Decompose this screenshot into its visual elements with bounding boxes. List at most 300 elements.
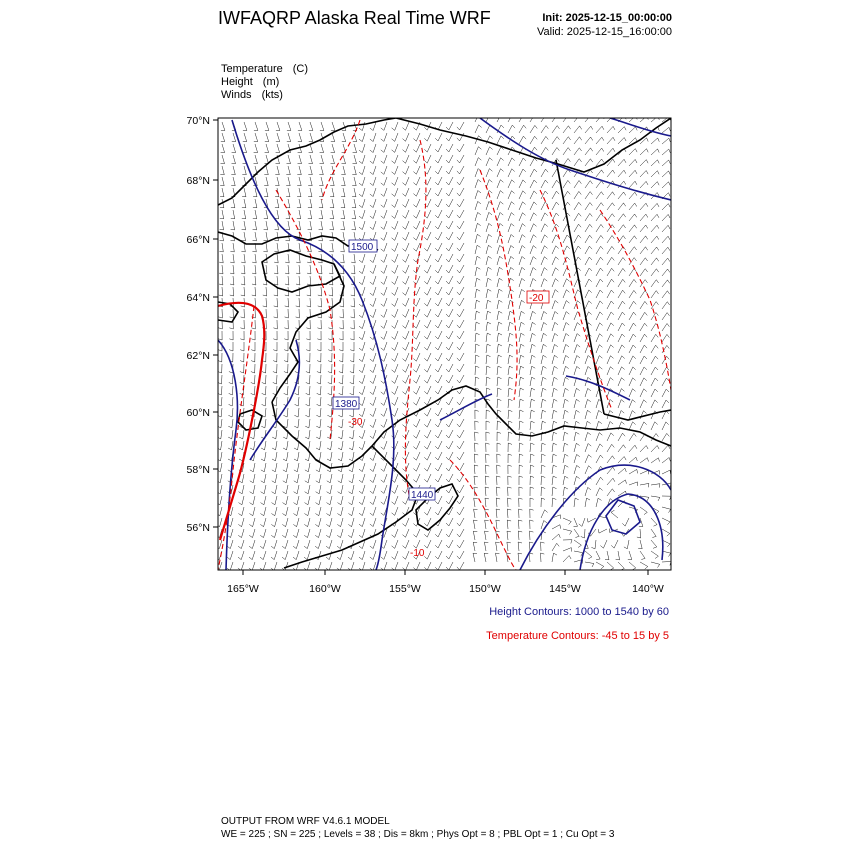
wind-barb [497, 465, 501, 474]
wind-barb [284, 386, 288, 395]
wind-barb [530, 136, 537, 144]
wind-barb [297, 199, 301, 208]
wind-barb [486, 344, 491, 353]
field-name: Winds [221, 89, 252, 101]
wind-barb [607, 290, 614, 298]
wind-barb [640, 551, 645, 560]
wind-barb [629, 279, 636, 287]
wind-barb [403, 540, 410, 548]
lat-label: 68°N [186, 175, 210, 187]
wind-barb [239, 441, 244, 450]
wind-barb [220, 221, 224, 230]
wind-barb [305, 408, 310, 417]
wind-barb [370, 276, 376, 285]
wind-barb [585, 399, 591, 408]
wind-barb [350, 375, 354, 384]
lon-label: 140°W [632, 583, 664, 595]
wind-barb [616, 551, 620, 560]
wind-barb [252, 276, 256, 285]
wind-barb [651, 540, 657, 548]
wind-barb [293, 529, 299, 538]
wind-barb [541, 454, 546, 463]
wind-barb [496, 520, 500, 529]
wind-barb [413, 463, 420, 471]
wind-barb [337, 529, 343, 538]
wind-barb [475, 245, 481, 254]
wind-barb [486, 355, 491, 364]
wind-barb [497, 191, 503, 199]
wind-barb [530, 158, 537, 166]
wind-barb [381, 177, 387, 185]
wind-barb [486, 443, 490, 452]
wind-barb [629, 323, 636, 331]
wind-barb [381, 419, 387, 427]
wind-barb [403, 518, 410, 526]
wind-barb [424, 144, 431, 152]
wind-barb [424, 309, 431, 317]
wind-barb [403, 166, 410, 174]
wind-barb [662, 378, 669, 386]
wind-barb [316, 474, 321, 483]
wind-barb [359, 408, 365, 417]
wind-barb [486, 223, 492, 232]
wind-barb [496, 553, 500, 562]
wind-barb [218, 353, 222, 362]
wind-barb [219, 287, 223, 296]
wind-barb [475, 201, 481, 210]
wind-barb [486, 212, 492, 221]
wind-barb [298, 133, 302, 142]
wind-barb [581, 529, 585, 538]
wind-barb [552, 377, 558, 386]
wind-barb [446, 452, 453, 460]
wind-barb [403, 265, 410, 273]
wind-barb [446, 540, 453, 548]
model-info-line2: WE = 225 ; SN = 225 ; Levels = 38 ; Dis = 8km ; Phys Opt = 8 ; PBL Opt = 1 ; Cu Opt = 3 [221, 829, 615, 840]
wind-barb [261, 485, 266, 494]
wind-barb [519, 399, 524, 408]
wind-barb [607, 444, 614, 452]
wind-barb [485, 531, 489, 540]
wind-barb [308, 199, 312, 208]
wind-barb [530, 180, 537, 188]
wind-barb [370, 386, 376, 395]
wind-barb [315, 540, 321, 549]
wind-barb [446, 199, 453, 207]
wind-barb [611, 540, 618, 548]
wind-barb [349, 441, 354, 450]
wind-barb [541, 147, 548, 155]
wind-barb [497, 432, 501, 441]
wind-barb [508, 169, 515, 177]
wind-barb [339, 375, 343, 384]
wind-barb [552, 246, 559, 254]
wind-barb [284, 320, 288, 329]
wind-barb [596, 257, 603, 265]
wind-barb [424, 507, 431, 515]
wind-barb [475, 212, 481, 221]
wind-barb [497, 158, 504, 166]
wind-barb [446, 265, 453, 273]
wind-barb [274, 298, 278, 307]
wind-barb [413, 474, 420, 482]
wind-barb [317, 331, 321, 340]
wind-barb [563, 126, 571, 133]
wind-barb [507, 509, 511, 518]
wind-barb [282, 551, 288, 560]
wind-barb [574, 191, 581, 199]
wind-barb [306, 397, 310, 406]
wind-barb [370, 408, 376, 417]
wind-barb [424, 518, 431, 526]
wind-barb [424, 419, 431, 427]
wind-barb [392, 397, 398, 405]
wind-barb [541, 322, 547, 331]
wind-barb [251, 353, 255, 362]
wind-barb [327, 474, 332, 483]
wind-barb [563, 323, 569, 332]
wind-barb [585, 181, 593, 188]
wind-barb [242, 188, 246, 197]
wind-barb [640, 323, 647, 331]
wind-barb [359, 177, 365, 186]
wind-barb [231, 199, 235, 208]
wind-barb [286, 199, 290, 208]
wind-barb [370, 397, 376, 406]
wind-barb [370, 562, 376, 571]
wind-barb [359, 518, 365, 527]
wind-barb [530, 465, 534, 474]
wind-barb [446, 397, 453, 405]
wind-barb [370, 221, 376, 230]
wind-barb [424, 430, 431, 438]
wind-barb [563, 454, 568, 463]
wind-barb [435, 309, 442, 317]
wind-barb [618, 356, 625, 364]
wind-barb [227, 562, 233, 571]
wind-barb [519, 311, 525, 320]
wind-barb [240, 364, 244, 373]
wind-barb [446, 276, 453, 284]
wind-barb [381, 133, 387, 141]
wind-barb [618, 445, 626, 452]
wind-barb [629, 159, 637, 166]
wind-barb [381, 265, 387, 273]
wind-barb [640, 400, 647, 408]
wind-barb [381, 155, 387, 163]
wind-barb [304, 518, 310, 527]
wind-barb [231, 166, 235, 175]
wind-barb [574, 498, 579, 507]
wind-barb [413, 177, 420, 185]
wind-barb [629, 170, 637, 177]
wind-barb [640, 116, 648, 122]
wind-barb [298, 122, 302, 131]
wind-barb [585, 356, 591, 365]
wind-barb [629, 301, 636, 309]
wind-barb [304, 529, 310, 538]
wind-barb [596, 214, 603, 222]
wind-barb [457, 518, 464, 526]
wind-barb [596, 279, 603, 287]
wind-barb [662, 182, 670, 188]
wind-barb [552, 543, 559, 551]
wind-barb [552, 126, 560, 133]
wind-barb [307, 298, 311, 307]
wind-barb [662, 127, 670, 133]
wind-barb [475, 158, 481, 166]
wind-barb [596, 235, 603, 243]
wind-barb [392, 551, 398, 559]
wind-barb [541, 377, 546, 386]
wind-barb [446, 463, 453, 471]
wind-barb [585, 224, 592, 232]
wind-barb [424, 540, 431, 548]
wind-barb [629, 378, 636, 386]
wind-barb [563, 487, 568, 496]
wind-barb [530, 246, 536, 254]
wind-barb [618, 159, 626, 166]
wind-barb [392, 562, 398, 570]
wind-barb [370, 188, 376, 197]
wind-barb [413, 243, 420, 251]
wind-barb [242, 232, 246, 241]
wind-barb [618, 127, 626, 133]
wind-barb [435, 254, 442, 262]
wind-barb [530, 421, 535, 430]
wind-barb [607, 433, 614, 441]
wind-barb [227, 540, 233, 549]
wind-barb [651, 313, 658, 321]
wind-barb [618, 203, 626, 210]
wind-barb [457, 221, 464, 229]
wind-barb [596, 421, 602, 430]
wind-barb [242, 166, 246, 175]
wind-barb [260, 540, 266, 549]
wind-barb [640, 367, 647, 375]
wind-barb [424, 133, 431, 141]
wind-barb [574, 148, 582, 155]
wind-barb [403, 254, 410, 262]
wind-barb [508, 476, 512, 485]
wind-barb [320, 122, 324, 131]
wind-barb [275, 199, 279, 208]
wind-barb [541, 180, 548, 188]
wind-barb [629, 203, 637, 210]
wind-barb [403, 496, 410, 504]
wind-barb [552, 432, 557, 441]
wind-barb [530, 213, 537, 221]
wind-barb [273, 320, 277, 329]
wind-barb [585, 137, 593, 144]
wind-barb [530, 224, 537, 232]
wind-barb [350, 386, 354, 395]
wind-barb [250, 474, 255, 483]
wind-barb [264, 166, 268, 175]
wind-barb [457, 353, 464, 361]
wind-barb [629, 236, 637, 243]
wind-barb [473, 531, 477, 540]
wind-barb [541, 126, 548, 134]
wind-barb [295, 397, 299, 406]
wind-barb [585, 551, 592, 559]
wind-barb [596, 312, 603, 320]
wind-barb [338, 430, 343, 439]
wind-barb [263, 298, 267, 307]
wind-barb [651, 203, 659, 210]
wind-barb [541, 235, 548, 243]
wind-barb [519, 454, 523, 463]
wind-barb [618, 268, 625, 276]
wind-barb [349, 474, 354, 483]
wind-barb [359, 342, 365, 351]
wind-barb [530, 377, 535, 386]
wind-barb [596, 356, 602, 364]
wind-barb [286, 177, 290, 186]
wind-barb [370, 507, 376, 516]
wind-barb [508, 498, 512, 507]
wind-barb [341, 210, 345, 219]
wind-barb [308, 221, 312, 230]
wind-barb [507, 520, 511, 529]
wind-barb [251, 364, 255, 373]
wind-barb [254, 144, 258, 153]
wind-barb [618, 290, 625, 298]
wind-barb [285, 298, 289, 307]
wind-barb [519, 235, 525, 243]
wind-barb [238, 518, 244, 527]
wind-barb [294, 419, 299, 428]
wind-barb [596, 410, 602, 419]
wind-barb [424, 155, 431, 163]
wind-barb [359, 221, 365, 230]
wind-barb [607, 268, 614, 276]
wind-barb [446, 342, 453, 350]
wind-barb [508, 410, 512, 419]
wind-barb [552, 268, 559, 276]
wind-barb [662, 518, 670, 525]
wind-barb [370, 287, 376, 296]
wind-barb [329, 265, 333, 274]
wind-barb [574, 345, 580, 354]
wind-barb [392, 199, 398, 207]
wind-barb [662, 291, 670, 298]
wind-barb [563, 529, 572, 535]
wind-barb [541, 311, 547, 320]
wind-barb [497, 267, 503, 276]
wind-barb [541, 344, 547, 353]
wind-barb [260, 518, 266, 527]
wind-barb [326, 562, 332, 571]
wind-barb [221, 144, 225, 153]
wind-barb [413, 342, 420, 350]
wind-barb [240, 342, 244, 351]
wind-barb [497, 443, 501, 452]
wind-barb [629, 433, 636, 441]
wind-barb [392, 232, 398, 240]
wind-barb [563, 257, 570, 265]
wind-barb [629, 482, 638, 486]
wind-barb [370, 375, 376, 384]
wind-barb [475, 421, 479, 430]
wind-barb [486, 267, 492, 276]
wind-barb [662, 529, 670, 536]
wind-barb [304, 562, 310, 571]
wind-barb [475, 366, 479, 375]
wind-barb [541, 421, 546, 430]
wind-barb [241, 276, 245, 285]
wind-barb [541, 553, 545, 562]
wind-barb [563, 334, 569, 343]
wind-barb [530, 454, 534, 463]
wind-barb [294, 496, 300, 505]
wind-barb [475, 278, 480, 287]
wind-barb [497, 278, 503, 287]
wind-barb [339, 320, 343, 329]
wind-barb [574, 410, 580, 419]
wind-barb [297, 210, 301, 219]
wind-barb [241, 287, 245, 296]
wind-barb [282, 518, 288, 527]
wind-barb [240, 331, 244, 340]
wind-barb [435, 199, 442, 207]
wind-barb [317, 386, 321, 395]
wind-barb [640, 269, 648, 276]
wind-barb [341, 221, 345, 230]
wind-barb [249, 507, 255, 516]
latitude-labels [187, 115, 210, 534]
wind-barb [424, 254, 431, 262]
wind-barb [563, 540, 572, 544]
wind-barb [541, 510, 548, 518]
wind-barb [607, 323, 614, 331]
wind-barb [413, 276, 420, 284]
wind-barb [228, 430, 233, 439]
wind-barb [350, 342, 354, 351]
wind-barb [457, 452, 464, 460]
wind-barb [607, 467, 615, 474]
wind-barb [457, 177, 464, 185]
wind-barb [596, 444, 603, 452]
wind-barb [563, 518, 571, 525]
wind-barb [446, 364, 453, 372]
wind-barb [457, 155, 464, 163]
wind-barb [271, 562, 277, 571]
wind-barb [497, 202, 503, 210]
wind-barb [274, 243, 278, 252]
wind-barb [475, 333, 480, 342]
wind-barb [283, 452, 288, 461]
wind-barb [284, 364, 288, 373]
wind-barb [640, 214, 648, 221]
wind-barb [328, 397, 332, 406]
wind-barb [241, 309, 245, 318]
wind-barb [294, 474, 299, 483]
wind-barb [239, 430, 244, 439]
wind-barb [370, 133, 376, 142]
wind-barb [563, 388, 569, 397]
wind-barb [596, 562, 604, 569]
wind-barb [563, 465, 568, 474]
wind-barb [370, 155, 376, 164]
wind-barb [359, 320, 365, 329]
wind-barb [497, 454, 501, 463]
wind-barb [486, 377, 490, 386]
wind-barb [651, 389, 658, 397]
wind-barb [563, 301, 569, 309]
wind-barb [563, 290, 569, 298]
wind-barb [381, 166, 387, 174]
